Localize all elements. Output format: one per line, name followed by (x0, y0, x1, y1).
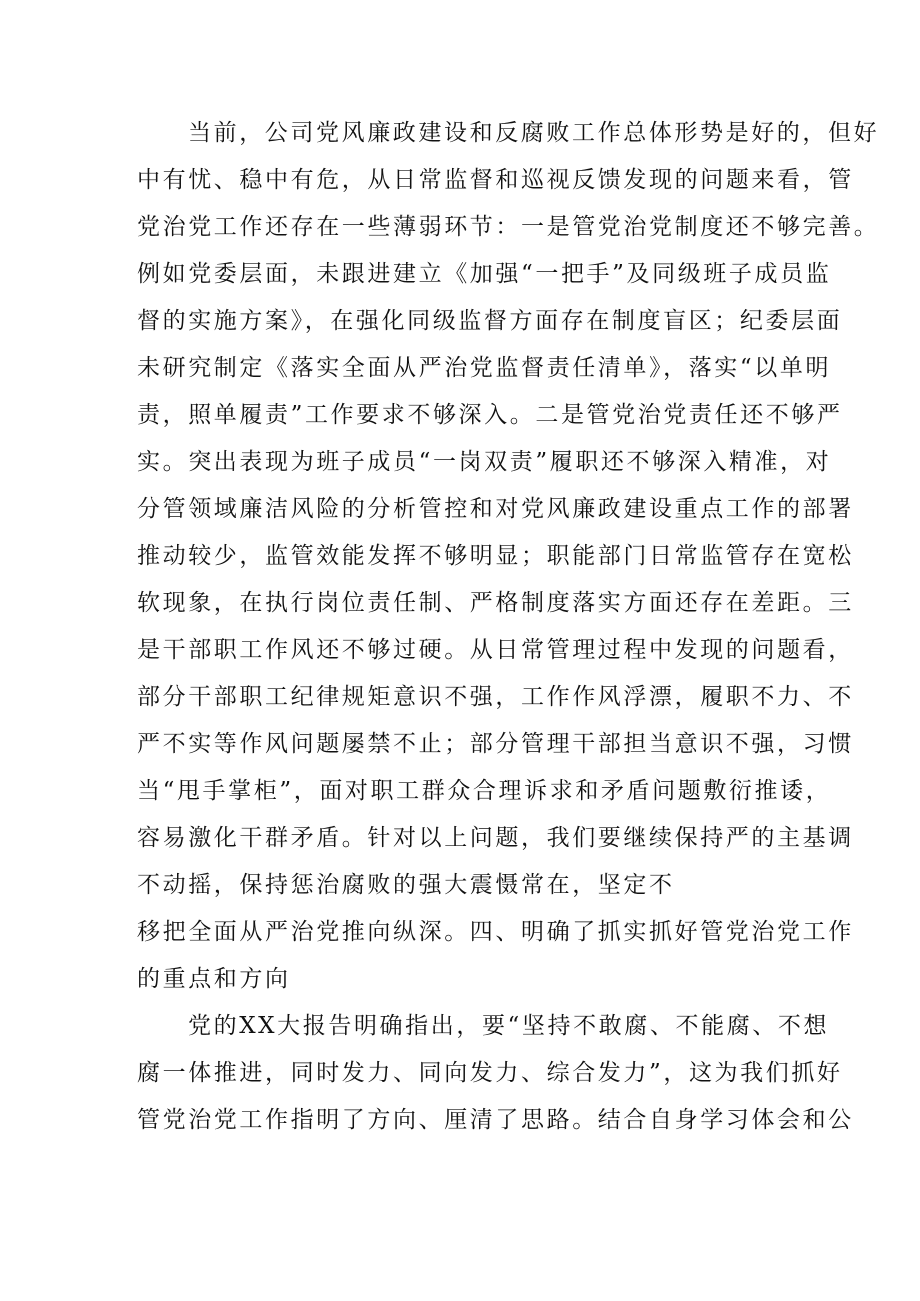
text-line: 实。突出表现为班子成员“一岗双责”履职还不够深入精准，对 (137, 449, 832, 475)
text-line: 推动较少，监管效能发挥不够明显；职能部门日常监管存在宽松 (137, 543, 854, 569)
text-line: 腐一体推进，同时发力、同向发力、综合发力”，这为我们抓好 (137, 1060, 843, 1086)
text-line: 责，照单履责”工作要求不够深入。二是管党治党责任还不够严 (137, 402, 843, 428)
text-line: 中有忧、稳中有危，从日常监督和巡视反馈发现的问题来看，管 (137, 167, 854, 193)
text-line: 不动摇，保持惩治腐败的强大震慑常在，坚定不 (137, 872, 675, 898)
text-line: 的重点和方向 (137, 966, 291, 992)
text-line: 例如党委层面，未跟进建立《加强“一把手”及同级班子成员监 (137, 261, 832, 287)
text-line: 容易激化干群矛盾。针对以上问题，我们要继续保持严的主基调 (137, 825, 854, 851)
text-line: 督的实施方案》，在强化同级监督方面存在制度盲区；纪委层面 (137, 308, 843, 334)
text-line: 当前，公司党风廉政建设和反腐败工作总体形势是好的，但好 (188, 120, 880, 146)
text-line: 管党治党工作指明了方向、厘清了思路。结合自身学习体会和公 (137, 1107, 854, 1133)
text-line: 分管领域廉洁风险的分析管控和对党风廉政建设重点工作的部署 (137, 496, 854, 522)
text-line: 部分干部职工纪律规矩意识不强，工作作风浮漂，履职不力、不 (137, 684, 854, 710)
text-line: 软现象，在执行岗位责任制、严格制度落实方面还存在差距。三 (137, 590, 854, 616)
text-line: 移把全面从严治党推向纵深。四、明确了抓实抓好管党治党工作 (137, 919, 854, 945)
text-line: 党的XX大报告明确指出，要“坚持不敢腐、不能腐、不想 (188, 1013, 830, 1039)
text-line: 未研究制定《落实全面从严治党监督责任清单》，落实“以单明 (137, 355, 832, 381)
text-line: 严不实等作风问题屡禁不止；部分管理干部担当意识不强，习惯 (137, 731, 854, 757)
text-line: 当“甩手掌柜”，面对职工群众合理诉求和矛盾问题敷衍推诿， (137, 778, 832, 804)
text-line: 是干部职工作风还不够过硬。从日常管理过程中发现的问题看， (137, 637, 854, 663)
text-line: 党治党工作还存在一些薄弱环节：一是管党治党制度还不够完善。 (137, 214, 880, 240)
